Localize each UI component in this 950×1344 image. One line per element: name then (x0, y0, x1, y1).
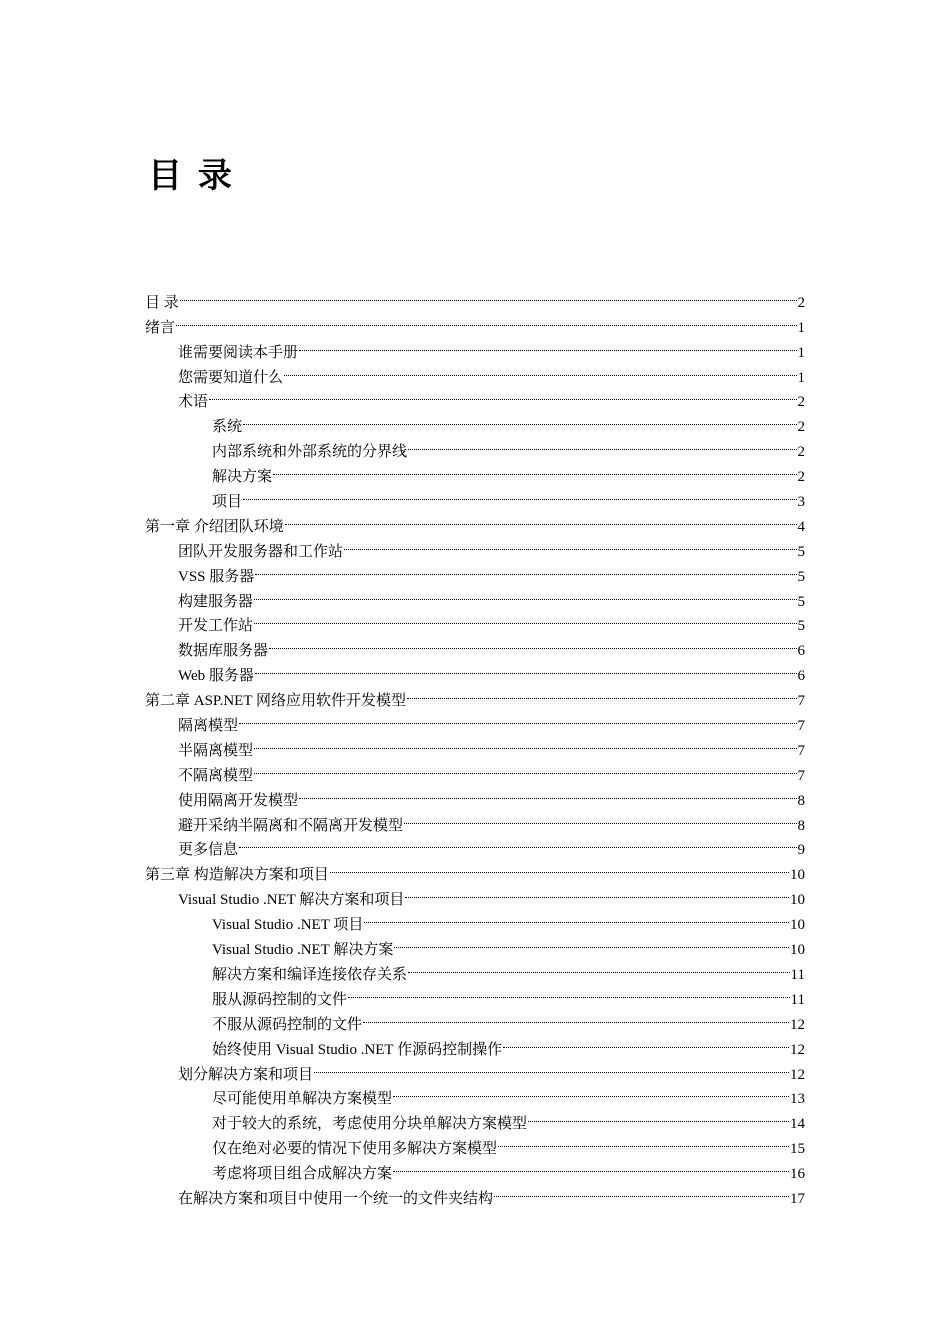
toc-leader-dots (527, 1103, 790, 1128)
toc-entry-title: 隔离模型 (178, 718, 239, 735)
toc-entry-title: 服从源码控制的文件 (212, 991, 348, 1008)
toc-leader-dots (284, 506, 798, 531)
toc-page-number: 12 (790, 1016, 805, 1033)
toc-leader-dots (254, 655, 798, 680)
toc-entry-title: 考虑将项目组合成解决方案 (212, 1166, 393, 1183)
toc-leader-dots (393, 929, 790, 954)
toc-leader-dots (406, 680, 798, 705)
toc-page-number: 2 (797, 419, 805, 436)
toc-entry-title: 目 录 (145, 294, 179, 311)
toc-page-number: 2 (797, 469, 805, 486)
toc-page-number: 2 (797, 394, 805, 411)
toc-page-number: 14 (790, 1116, 805, 1133)
toc-leader-dots (313, 1054, 790, 1079)
toc-leader-dots (404, 879, 790, 904)
toc-entry-title: 第二章 ASP.NET 网络应用软件开发模型 (145, 693, 406, 710)
toc-entry[interactable] (145, 382, 805, 411)
toc-page-number: 8 (797, 817, 805, 834)
toc-leader-dots (407, 954, 791, 979)
toc-page-number: 13 (790, 1091, 805, 1108)
toc-page-number: 10 (790, 867, 805, 884)
toc-entry-title: 团队开发服务器和工作站 (178, 543, 344, 560)
toc-leader-dots (343, 531, 797, 556)
toc-page-number: 3 (797, 494, 805, 511)
page-title: 目 录 (148, 156, 234, 196)
table-of-contents (145, 282, 805, 1207)
toc-entry-title: Web 服务器 (178, 668, 254, 685)
toc-leader-dots (493, 1178, 790, 1203)
toc-entry[interactable] (145, 854, 805, 884)
toc-leader-dots (268, 630, 797, 655)
toc-entry-title: 解决方案 (212, 469, 273, 486)
toc-entry-title: 仅在绝对必要的情况下使用多解决方案模型 (212, 1141, 498, 1158)
toc-page-number: 4 (797, 518, 805, 535)
toc-entry-title: 解决方案和编译连接依存关系 (212, 966, 408, 983)
toc-entry-title: 在解决方案和项目中使用一个统一的文件夹结构 (178, 1190, 494, 1207)
toc-page-number: 11 (790, 991, 805, 1008)
toc-entry-title: 始终使用 Visual Studio .NET 作源码控制操作 (212, 1041, 503, 1058)
toc-entry-title: Visual Studio .NET 解决方案和项目 (178, 892, 405, 909)
toc-page-number: 1 (797, 319, 805, 336)
toc-leader-dots (175, 307, 797, 332)
toc-entry-title: Visual Studio .NET 项目 (212, 917, 364, 934)
toc-entry-title: 系统 (212, 419, 243, 436)
toc-entry-title: 数据库服务器 (178, 643, 269, 660)
toc-page-number: 9 (797, 842, 805, 859)
toc-page-number: 10 (790, 892, 805, 909)
toc-leader-dots (242, 481, 797, 506)
toc-entry-title: VSS 服务器 (178, 568, 255, 585)
toc-entry[interactable] (145, 307, 805, 336)
toc-page-number: 15 (790, 1141, 805, 1158)
toc-entry-title: 绪言 (145, 319, 176, 336)
toc-leader-dots (253, 755, 797, 780)
toc-leader-dots (242, 406, 797, 431)
toc-leader-dots (238, 830, 797, 855)
toc-entry[interactable] (145, 481, 805, 511)
toc-page-number: 17 (790, 1190, 805, 1207)
toc-entry-title: 使用隔离开发模型 (178, 792, 299, 809)
toc-leader-dots (403, 805, 797, 830)
toc-page-number: 16 (790, 1166, 805, 1183)
toc-leader-dots (253, 581, 797, 606)
toc-page-number: 7 (797, 767, 805, 784)
toc-entry[interactable] (145, 730, 805, 759)
toc-entry[interactable] (145, 705, 805, 735)
toc-entry-title: 谁需要阅读本手册 (178, 344, 299, 361)
toc-page-number: 5 (797, 593, 805, 610)
toc-entry-title: Visual Studio .NET 解决方案 (212, 942, 394, 959)
toc-leader-dots (253, 730, 797, 755)
toc-entry-title: 第三章 构造解决方案和项目 (145, 867, 329, 884)
toc-page-number: 7 (797, 718, 805, 735)
toc-leader-dots (208, 382, 797, 407)
toc-page-number: 5 (797, 618, 805, 635)
toc-entry-title: 避开采纳半隔离和不隔离开发模型 (178, 817, 404, 834)
toc-entry[interactable] (145, 830, 805, 859)
toc-page-number: 5 (797, 568, 805, 585)
toc-entry-title: 半隔离模型 (178, 742, 254, 759)
toc-entry-title: 您需要知道什么 (178, 369, 284, 386)
toc-leader-dots (392, 1153, 790, 1178)
toc-leader-dots (298, 332, 797, 357)
toc-leader-dots (254, 556, 797, 581)
toc-page-number: 7 (797, 742, 805, 759)
toc-entry[interactable] (145, 332, 805, 361)
toc-page-number: 6 (797, 668, 805, 685)
toc-leader-dots (283, 357, 797, 382)
toc-page-number: 8 (797, 792, 805, 809)
toc-leader-dots (253, 606, 797, 631)
toc-entry[interactable] (145, 406, 805, 436)
toc-leader-dots (298, 780, 797, 805)
toc-page-number: 1 (797, 369, 805, 386)
toc-leader-dots (238, 705, 797, 730)
toc-entry-title: 术语 (178, 394, 209, 411)
toc-page-number: 10 (790, 942, 805, 959)
toc-entry-title: 更多信息 (178, 842, 239, 859)
toc-page-number: 12 (790, 1066, 805, 1083)
toc-page-number: 2 (797, 294, 805, 311)
toc-entry[interactable] (145, 431, 805, 461)
toc-page-number: 2 (797, 444, 805, 461)
toc-leader-dots (362, 1004, 790, 1029)
toc-leader-dots (347, 979, 791, 1004)
toc-entry-title: 第一章 介绍团队环境 (145, 518, 284, 535)
toc-leader-dots (392, 1079, 790, 1104)
toc-entry-title: 项目 (212, 494, 243, 511)
toc-leader-dots (272, 456, 797, 481)
toc-entry-title: 不隔离模型 (178, 767, 254, 784)
toc-entry-title: 对于较大的系统，考虑使用分块单解决方案模型 (212, 1116, 528, 1133)
toc-page-number: 12 (790, 1041, 805, 1058)
toc-page-number: 10 (790, 917, 805, 934)
toc-leader-dots (497, 1128, 790, 1153)
toc-page-number: 5 (797, 543, 805, 560)
toc-page-number: 7 (797, 693, 805, 710)
toc-leader-dots (363, 904, 790, 929)
toc-entry-title: 内部系统和外部系统的分界线 (212, 444, 408, 461)
toc-page-number: 1 (797, 344, 805, 361)
toc-leader-dots (329, 854, 790, 879)
toc-entry-title: 不服从源码控制的文件 (212, 1016, 363, 1033)
toc-entry-title: 构建服务器 (178, 593, 254, 610)
toc-leader-dots (407, 431, 797, 456)
toc-entry-title: 尽可能使用单解决方案模型 (212, 1091, 393, 1108)
toc-leader-dots (502, 1029, 790, 1054)
toc-page-number: 11 (790, 966, 805, 983)
toc-leader-dots (179, 282, 798, 307)
toc-entry-title: 开发工作站 (178, 618, 254, 635)
toc-entry[interactable] (145, 282, 805, 311)
toc-page-number: 6 (797, 643, 805, 660)
toc-entry[interactable] (145, 506, 805, 535)
toc-entry-title: 划分解决方案和项目 (178, 1066, 314, 1083)
